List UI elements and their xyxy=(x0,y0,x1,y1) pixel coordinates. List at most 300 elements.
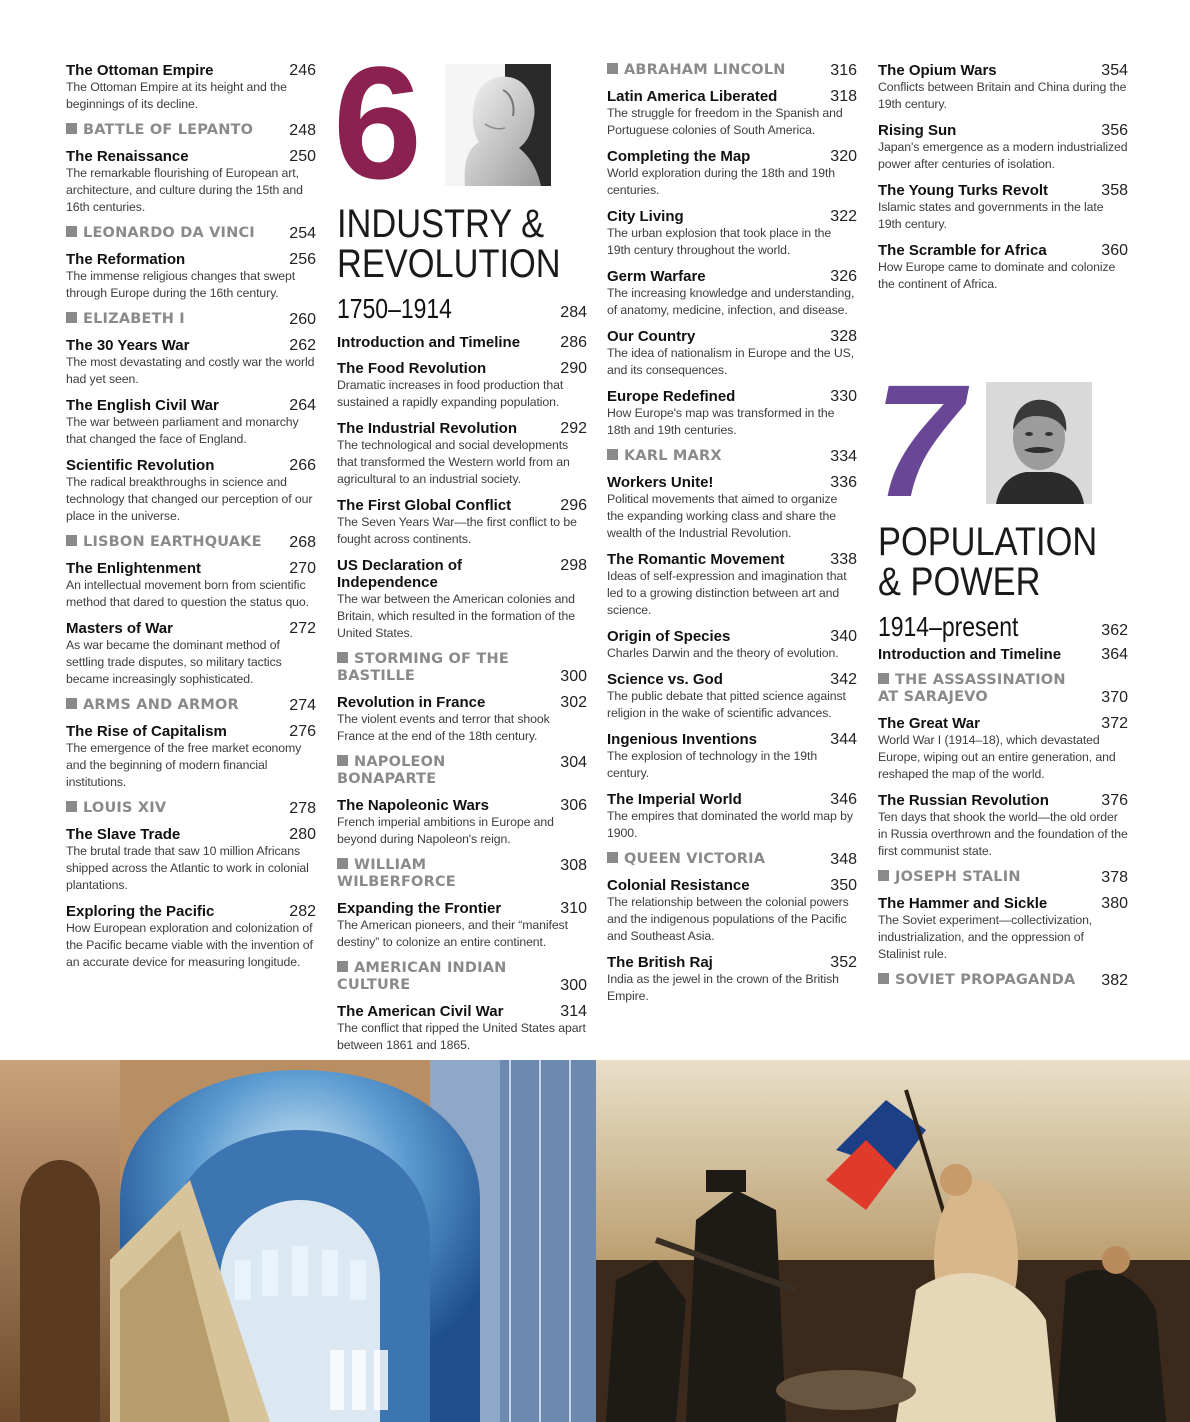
toc-entry-the-british-raj xyxy=(607,954,857,1005)
entry-title-text: Colonial Resistance xyxy=(607,877,750,894)
toc-entry-masters-of-war xyxy=(66,620,316,688)
entry-title xyxy=(878,62,1128,79)
entry-description: World War I (1914–18), which devastated Europe, wiping out an entire generation, and reshaped the map of the world. xyxy=(878,733,1116,781)
toc-entry-city-living xyxy=(607,208,857,259)
entry-description: The immense religious changes that swept through Europe during the 16th century. xyxy=(66,269,296,300)
toc-entry-expanding-the-frontier xyxy=(337,900,587,951)
entry-title-text: The 30 Years War xyxy=(66,337,190,354)
entry-description: India as the jewel in the crown of the British Empire. xyxy=(607,972,839,1003)
entry-title-text: Our Country xyxy=(607,328,696,345)
entry-description: The Soviet experiment—collectivization, industrialization, and the oppression of Stalinist rule. xyxy=(878,913,1093,961)
entry-title-text: The Romantic Movement xyxy=(607,551,785,568)
entry-title-text: Completing the Map xyxy=(607,148,751,165)
toc-entry-the-romantic-movement xyxy=(607,551,857,619)
entry-description: The public debate that pitted science against religion in the wake of scientific advances. xyxy=(607,689,846,720)
entry-title xyxy=(66,903,316,920)
entry-title-text: The Napoleonic Wars xyxy=(337,797,489,814)
toc-entry-the-first-global-conflict xyxy=(337,497,587,548)
entry-title-text: Rising Sun xyxy=(878,122,957,139)
entry-page-number: 282 xyxy=(289,903,316,920)
entry-title-text: The Industrial Revolution xyxy=(337,420,518,437)
entry-title-text: The American Civil War xyxy=(337,1003,504,1020)
toc-column-2 xyxy=(333,33,587,1063)
toc-entry-the-slave-trade xyxy=(66,826,316,894)
entry-description: Political movements that aimed to organize the expanding working class and share the wealth of the Industrial Revolution. xyxy=(607,492,838,540)
square-bullet-icon xyxy=(337,755,348,766)
toc-entry-the-great-war xyxy=(878,715,1128,783)
bottom-image-band xyxy=(0,1060,1190,1422)
entry-title xyxy=(607,628,857,645)
entry-page-number: 314 xyxy=(560,1003,587,1020)
feature-entry-abraham-lincoln xyxy=(607,62,857,79)
toc-entry-rising-sun xyxy=(878,122,1128,173)
feature-entry-storming-of-the-bastille xyxy=(337,651,587,685)
feature-entry-napoleon-bonaparte xyxy=(337,754,587,788)
entry-title xyxy=(337,360,587,377)
entry-title xyxy=(607,62,857,79)
liberty-painting-image xyxy=(596,1060,1190,1422)
entry-title-text: ABRAHAM LINCOLN xyxy=(624,62,786,78)
entry-description: The war between the American colonies and Britain, which resulted in the formation of the United States. xyxy=(337,592,575,640)
toc-entry-latin-america-liberated xyxy=(607,88,857,139)
toc-entry-the-reformation xyxy=(66,251,316,302)
chapter-6-title-line1: INDUSTRY & xyxy=(337,202,545,246)
entry-page-number: 358 xyxy=(1101,182,1128,199)
square-bullet-icon xyxy=(337,858,348,869)
entry-title xyxy=(607,474,857,491)
feature-entry-leonardo-da-vinci xyxy=(66,225,316,242)
entry-page-number: 340 xyxy=(830,628,857,645)
chapter-6-title-line2: REVOLUTION xyxy=(337,242,561,286)
entry-page-number: 370 xyxy=(1101,689,1128,706)
entry-title xyxy=(66,397,316,414)
entry-title xyxy=(607,671,857,688)
feature-entry-soviet-propaganda xyxy=(878,972,1128,989)
entry-description: How Europe came to dominate and colonize the continent of Africa. xyxy=(878,260,1116,291)
entry-description: Islamic states and governments in the late 19th century. xyxy=(878,200,1104,231)
toc-entry-the-30-years-war xyxy=(66,337,316,388)
toc-column-4-top xyxy=(878,62,1128,293)
square-bullet-icon xyxy=(878,673,889,684)
entry-title-text: Masters of War xyxy=(66,620,173,637)
entry-title xyxy=(607,731,857,748)
entry-title-text: Science vs. God xyxy=(607,671,723,688)
entry-description: The emergence of the free market economy and the beginning of modern financial institutions. xyxy=(66,741,302,789)
entry-page-number: 378 xyxy=(1101,869,1128,886)
entry-title-text: The Scramble for Africa xyxy=(878,242,1047,259)
feature-entry-william-wilberforce xyxy=(337,857,587,891)
entry-title xyxy=(66,148,316,165)
toc-entry-the-napoleonic-wars xyxy=(337,797,587,848)
entry-title xyxy=(337,900,587,917)
entry-title-text: The First Global Conflict xyxy=(337,497,512,514)
entry-description: An intellectual movement born from scientific method that dared to question the status quo. xyxy=(66,578,309,609)
feature-entry-louis-xiv xyxy=(66,800,316,817)
entry-title xyxy=(607,551,857,568)
toc-entry-the-scramble-for-africa xyxy=(878,242,1128,293)
toc-entry-the-young-turks-revolt xyxy=(878,182,1128,233)
entry-page-number: 246 xyxy=(289,62,316,79)
entry-title xyxy=(66,457,316,474)
chapter-7-dates: 1914–present xyxy=(878,611,1019,642)
entry-title xyxy=(337,497,587,514)
entry-title-text: Europe Redefined xyxy=(607,388,736,405)
entry-title xyxy=(337,960,587,994)
entry-page-number: 376 xyxy=(1101,792,1128,809)
entry-page-number: 270 xyxy=(289,560,316,577)
stalin-portrait-image xyxy=(986,382,1092,504)
toc-entry-completing-the-map xyxy=(607,148,857,199)
square-bullet-icon xyxy=(66,801,77,812)
mosque-interior-image xyxy=(0,1060,596,1422)
toc-column-1 xyxy=(66,62,316,980)
entry-description: How European exploration and colonization of the Pacific became viable with the invention of an accurate device for measuring longitude. xyxy=(66,921,313,969)
entry-title xyxy=(66,534,316,551)
entry-title-text: The British Raj xyxy=(607,954,713,971)
entry-page-number: 380 xyxy=(1101,895,1128,912)
entry-title xyxy=(878,792,1128,809)
entry-page-number: 310 xyxy=(560,900,587,917)
toc-entry-scientific-revolution xyxy=(66,457,316,525)
entry-title xyxy=(878,715,1128,732)
entry-page-number: 276 xyxy=(289,723,316,740)
entry-title-text: Germ Warfare xyxy=(607,268,706,285)
entry-title xyxy=(878,869,1128,886)
square-bullet-icon xyxy=(607,852,618,863)
entry-description: The idea of nationalism in Europe and the US, and its consequences. xyxy=(607,346,855,377)
toc-entry-the-industrial-revolution xyxy=(337,420,587,488)
square-bullet-icon xyxy=(337,961,348,972)
entry-page-number: 336 xyxy=(830,474,857,491)
entry-title-text: Workers Unite! xyxy=(607,474,714,491)
entry-title-text: Scientific Revolution xyxy=(66,457,215,474)
entry-page-number: 278 xyxy=(289,800,316,817)
entry-page-number: 248 xyxy=(289,122,316,139)
toc-entry-germ-warfare xyxy=(607,268,857,319)
entry-title xyxy=(66,225,316,242)
entry-page-number: 308 xyxy=(560,857,587,874)
entry-page-number: 322 xyxy=(830,208,857,225)
entry-page-number: 260 xyxy=(289,311,316,328)
entry-title xyxy=(607,877,857,894)
entry-title-text: City Living xyxy=(607,208,684,225)
entry-title xyxy=(878,672,1128,706)
entry-title xyxy=(66,620,316,637)
entry-description: The urban explosion that took place in the 19th century throughout the world. xyxy=(607,226,832,257)
entry-title xyxy=(607,328,857,345)
entry-page-number: 364 xyxy=(1101,646,1128,663)
toc-entry-origin-of-species xyxy=(607,628,857,662)
entry-title-text: LISBON EARTHQUAKE xyxy=(83,534,262,550)
toc-entry-colonial-resistance xyxy=(607,877,857,945)
entry-description: The violent events and terror that shook France at the end of the 18th century. xyxy=(337,712,550,743)
entry-title-text: NAPOLEON BONAPARTE xyxy=(337,754,446,787)
feature-entry-lisbon-earthquake xyxy=(66,534,316,551)
chapter-6-dates-row xyxy=(337,294,587,324)
entry-title-text: WILLIAM WILBERFORCE xyxy=(337,857,456,890)
entry-title xyxy=(66,723,316,740)
entry-description: The American pioneers, and their “manifest destiny” to colonize an entire continent. xyxy=(337,918,568,949)
entry-page-number: 302 xyxy=(560,694,587,711)
toc-entry-the-imperial-world xyxy=(607,791,857,842)
toc-column-4 xyxy=(874,62,1128,998)
toc-entry-exploring-the-pacific xyxy=(66,903,316,971)
entry-page-number: 318 xyxy=(830,88,857,105)
entry-title xyxy=(337,797,587,814)
entry-title xyxy=(607,954,857,971)
entry-description: How Europe's map was transformed in the 18th and 19th centuries. xyxy=(607,406,835,437)
entry-title-text: The Opium Wars xyxy=(878,62,997,79)
toc-entry-the-ottoman-empire xyxy=(66,62,316,113)
entry-title xyxy=(66,62,316,79)
square-bullet-icon xyxy=(66,535,77,546)
entry-page-number: 342 xyxy=(830,671,857,688)
entry-description: Dramatic increases in food production that sustained a rapidly expanding population. xyxy=(337,378,564,409)
entry-description: French imperial ambitions in Europe and beyond during Napoleon's reign. xyxy=(337,815,554,846)
entry-page-number: 328 xyxy=(830,328,857,345)
chapter-6-number: 6 xyxy=(333,33,422,212)
entry-page-number: 264 xyxy=(289,397,316,414)
entry-page-number: 298 xyxy=(560,557,587,574)
chapter-7-title-line2: & POWER xyxy=(878,560,1041,604)
feature-entry-joseph-stalin xyxy=(878,869,1128,886)
entry-title xyxy=(607,208,857,225)
entry-title-text: The Renaissance xyxy=(66,148,189,165)
entry-title-text: Origin of Species xyxy=(607,628,731,645)
feature-entry-battle-of-lepanto xyxy=(66,122,316,139)
toc-entry-europe-redefined xyxy=(607,388,857,439)
entry-title xyxy=(337,651,587,685)
square-bullet-icon xyxy=(607,63,618,74)
entry-title xyxy=(607,791,857,808)
chapter-6-dates: 1750–1914 xyxy=(337,293,452,324)
entry-title xyxy=(66,311,316,328)
toc-entry-workers-unite xyxy=(607,474,857,542)
entry-page-number: 356 xyxy=(1101,122,1128,139)
entry-description: Charles Darwin and the theory of evolution. xyxy=(607,646,839,660)
entry-description: The empires that dominated the world map by 1900. xyxy=(607,809,853,840)
entry-title xyxy=(607,88,857,105)
entry-title-text: ELIZABETH I xyxy=(83,311,185,327)
feature-entry-queen-victoria xyxy=(607,851,857,868)
square-bullet-icon xyxy=(66,226,77,237)
chapter-6-page: 284 xyxy=(560,304,587,321)
entry-page-number: 344 xyxy=(830,731,857,748)
toc-entry-the-opium-wars xyxy=(878,62,1128,113)
square-bullet-icon xyxy=(66,123,77,134)
entry-title-text: Introduction and Timeline xyxy=(878,646,1062,663)
entry-title-text: The Young Turks Revolt xyxy=(878,182,1049,199)
toc-entry-revolution-in-france xyxy=(337,694,587,745)
toc-entry-the-enlightenment xyxy=(66,560,316,611)
toc-entry-the-food-revolution xyxy=(337,360,587,411)
entry-page-number: 250 xyxy=(289,148,316,165)
toc-entry-the-hammer-and-sickle xyxy=(878,895,1128,963)
entry-title xyxy=(337,334,587,351)
entry-description: The radical breakthroughs in science and technology that changed our perception of our place in the universe. xyxy=(66,475,313,523)
entry-description: The technological and social developments that transformed the Western world from an agricultural to an industrial society. xyxy=(337,438,570,486)
toc-entry-the-russian-revolution xyxy=(878,792,1128,860)
entry-page-number: 354 xyxy=(1101,62,1128,79)
entry-page-number: 338 xyxy=(830,551,857,568)
entry-description: The explosion of technology in the 19th century. xyxy=(607,749,818,780)
entry-title-text: AMERICAN INDIAN CULTURE xyxy=(337,960,507,993)
entry-page-number: 316 xyxy=(830,62,857,79)
entry-title xyxy=(607,388,857,405)
entry-page-number: 330 xyxy=(830,388,857,405)
square-bullet-icon xyxy=(878,973,889,984)
chapter-7-dates-row xyxy=(878,612,1128,642)
entry-page-number: 360 xyxy=(1101,242,1128,259)
toc-entry-the-american-civil-war xyxy=(337,1003,587,1054)
entry-page-number: 280 xyxy=(289,826,316,843)
chapter-7-header xyxy=(874,351,1128,530)
entry-description: The Seven Years War—the first conflict to be fought across continents. xyxy=(337,515,577,546)
entry-description: Conflicts between Britain and China during the 19th century. xyxy=(878,80,1127,111)
entry-title-text: LEONARDO DA VINCI xyxy=(83,225,255,241)
entry-description: Ten days that shook the world—the old order in Russia overthrown and the foundation of the first communist state. xyxy=(878,810,1128,858)
feature-entry-the-assassination-at-sarajevo xyxy=(878,672,1128,706)
entry-title xyxy=(607,448,857,465)
square-bullet-icon xyxy=(66,312,77,323)
entry-page-number: 348 xyxy=(830,851,857,868)
toc-entry-the-rise-of-capitalism xyxy=(66,723,316,791)
entry-page-number: 292 xyxy=(560,420,587,437)
entry-title xyxy=(878,646,1128,663)
entry-title xyxy=(337,754,587,788)
entry-description: The struggle for freedom in the Spanish and Portuguese colonies of South America. xyxy=(607,106,843,137)
entry-title xyxy=(66,337,316,354)
entry-title-text: The Slave Trade xyxy=(66,826,181,843)
chapter-7-number: 7 xyxy=(874,351,963,530)
toc-entry-the-renaissance xyxy=(66,148,316,216)
entry-title-text: THE ASSASSINATION AT SARAJEVO xyxy=(878,672,1066,705)
entry-description: The Ottoman Empire at its height and the beginnings of its decline. xyxy=(66,80,287,111)
entry-title-text: LOUIS XIV xyxy=(83,800,167,816)
entry-title-text: Exploring the Pacific xyxy=(66,903,215,920)
entry-title-text: JOSEPH STALIN xyxy=(895,869,1021,885)
entry-title-text: Latin America Liberated xyxy=(607,88,778,105)
entry-description: The brutal trade that saw 10 million Africans shipped across the Atlantic to work in colonial plantations. xyxy=(66,844,309,892)
entry-title-text: US Declaration of Independence xyxy=(337,557,463,591)
square-bullet-icon xyxy=(878,870,889,881)
entry-page-number: 334 xyxy=(830,448,857,465)
entry-description: The war between parliament and monarchy that changed the face of England. xyxy=(66,415,299,446)
entry-title-text: Ingenious Inventions xyxy=(607,731,758,748)
square-bullet-icon xyxy=(337,652,348,663)
entry-title xyxy=(878,182,1128,199)
entry-page-number: 272 xyxy=(289,620,316,637)
entry-title xyxy=(337,694,587,711)
chapter-7-entries xyxy=(878,646,1128,989)
toc-entry-science-vs-god xyxy=(607,671,857,722)
entry-page-number: 254 xyxy=(289,225,316,242)
entry-page-number: 274 xyxy=(289,697,316,714)
entry-page-number: 326 xyxy=(830,268,857,285)
entry-description: The conflict that ripped the United States apart between 1861 and 1865. xyxy=(337,1021,586,1052)
square-bullet-icon xyxy=(66,698,77,709)
entry-title-text: The English Civil War xyxy=(66,397,219,414)
entry-page-number: 304 xyxy=(560,754,587,771)
entry-title xyxy=(607,148,857,165)
entry-title xyxy=(66,251,316,268)
feature-entry-arms-and-armor xyxy=(66,697,316,714)
entry-page-number: 290 xyxy=(560,360,587,377)
entry-page-number: 382 xyxy=(1101,972,1128,989)
toc-entry-the-english-civil-war xyxy=(66,397,316,448)
square-bullet-icon xyxy=(607,449,618,460)
entry-title xyxy=(607,851,857,868)
entry-title-text: The Enlightenment xyxy=(66,560,201,577)
toc-entry-our-country xyxy=(607,328,857,379)
entry-title-text: The Great War xyxy=(878,715,980,732)
entry-title xyxy=(337,1003,587,1020)
entry-description: Japan's emergence as a modern industrialized power after centuries of isolation. xyxy=(878,140,1128,171)
entry-title-text: SOVIET PROPAGANDA xyxy=(895,972,1076,988)
entry-title-text: ARMS AND ARMOR xyxy=(83,697,239,713)
entry-page-number: 306 xyxy=(560,797,587,814)
entry-title-text: The Reformation xyxy=(66,251,186,268)
entry-title-text: The Hammer and Sickle xyxy=(878,895,1048,912)
entry-title xyxy=(607,268,857,285)
entry-title xyxy=(66,122,316,139)
entry-page-number: 300 xyxy=(560,977,587,994)
entry-page-number: 372 xyxy=(1101,715,1128,732)
entry-title-text: STORMING OF THE BASTILLE xyxy=(337,651,509,684)
entry-page-number: 320 xyxy=(830,148,857,165)
entry-title xyxy=(878,242,1128,259)
entry-title xyxy=(878,122,1128,139)
entry-description: The relationship between the colonial powers and the indigenous populations of the Pacific and Southeast Asia. xyxy=(607,895,849,943)
entry-description: Ideas of self-expression and imagination that led to a growing distinction between art and science. xyxy=(607,569,847,617)
chapter-7-title xyxy=(878,520,1098,604)
toc-entry-us-declaration-of-independence xyxy=(337,557,587,642)
chapter-6-header xyxy=(333,33,587,212)
entry-title xyxy=(337,557,587,591)
feature-entry-karl-marx xyxy=(607,448,857,465)
chapter-6-entries xyxy=(337,334,587,1054)
entry-title-text: Expanding the Frontier xyxy=(337,900,502,917)
bust-portrait-image xyxy=(445,64,551,186)
chapter-7-page: 362 xyxy=(1101,622,1128,639)
entry-title-text: Introduction and Timeline xyxy=(337,334,521,351)
entry-description: The remarkable flourishing of European art, architecture, and culture during the 15th and 16th centuries. xyxy=(66,166,303,214)
toc-column-3 xyxy=(607,62,857,1014)
feature-entry-elizabeth-i xyxy=(66,311,316,328)
entry-title xyxy=(66,697,316,714)
entry-title-text: The Imperial World xyxy=(607,791,742,808)
entry-page-number: 266 xyxy=(289,457,316,474)
entry-title-text: The Ottoman Empire xyxy=(66,62,214,79)
entry-page-number: 286 xyxy=(560,334,587,351)
toc-entry-introduction-and-timeline xyxy=(337,334,587,351)
entry-title xyxy=(878,895,1128,912)
entry-description: The increasing knowledge and understanding, of anatomy, medicine, infection, and disease. xyxy=(607,286,855,317)
entry-title xyxy=(337,857,587,891)
entry-title xyxy=(66,800,316,817)
entry-title-text: The Food Revolution xyxy=(337,360,487,377)
entry-title xyxy=(66,560,316,577)
entry-description: The most devastating and costly war the world had yet seen. xyxy=(66,355,315,386)
feature-entry-american-indian-culture xyxy=(337,960,587,994)
entry-page-number: 268 xyxy=(289,534,316,551)
entry-page-number: 350 xyxy=(830,877,857,894)
entry-title-text: Revolution in France xyxy=(337,694,486,711)
entry-title xyxy=(878,972,1128,989)
entry-title-text: The Rise of Capitalism xyxy=(66,723,227,740)
entry-title-text: The Russian Revolution xyxy=(878,792,1049,809)
entry-title-text: KARL MARX xyxy=(624,448,722,464)
